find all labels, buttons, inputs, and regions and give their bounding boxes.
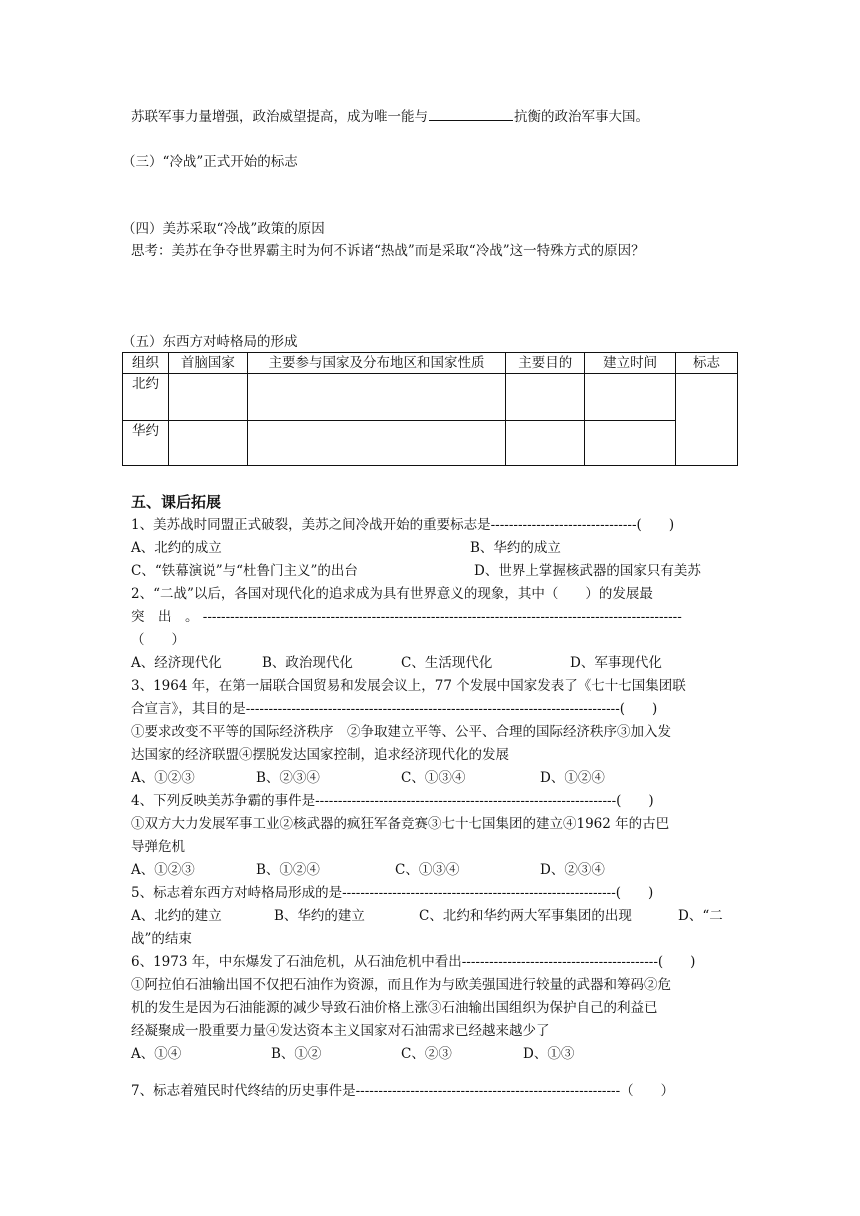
question-3-line-2: 合宣言》，其目的是----------------------------------------------------------------------------------( ) <box>131 701 658 717</box>
fill-blank[interactable] <box>429 106 513 121</box>
q1-option-d[interactable]: D、世界上掌握核武器的国家只有美苏 <box>474 563 701 579</box>
q6-option-d[interactable]: D、①③ <box>523 1046 575 1062</box>
table-header: 主要参与国家及分布地区和国家性质 <box>247 353 506 374</box>
q4-option-d[interactable]: D、②③④ <box>540 862 605 878</box>
table-header: 首脑国家 <box>168 353 247 374</box>
table-header: 主要目的 <box>506 353 585 374</box>
question-6-line-1: 6、1973 年，中东爆发了石油危机，从石油危机中看出-------------------------------------------( ) <box>131 954 696 970</box>
table-row-label: 北约 <box>123 374 169 421</box>
table-cell[interactable] <box>506 421 585 466</box>
q4-option-c[interactable]: C、①③④ <box>395 862 460 878</box>
table-cell[interactable] <box>585 421 676 466</box>
question-4-line-2: ①双方大力发展军事工业②核武器的疯狂军备竞赛③七十七国集团的建立④1962 年的古巴 <box>131 816 670 832</box>
q6-option-b[interactable]: B、①② <box>271 1046 322 1062</box>
q4-option-a[interactable]: A、①②③ <box>131 862 195 878</box>
q5-option-c[interactable]: C、北约和华约两大军事集团的出现 <box>419 908 632 924</box>
q2-option-a[interactable]: A、经济现代化 <box>131 655 222 671</box>
table-cell[interactable] <box>247 374 506 421</box>
question-5-line-3: 战”的结束 <box>131 931 192 947</box>
q2-option-b[interactable]: B、政治现代化 <box>262 655 353 671</box>
table-row <box>123 374 738 421</box>
table-cell[interactable] <box>247 421 506 466</box>
q1-option-a[interactable]: A、北约的成立 <box>131 540 222 556</box>
q2-option-c[interactable]: C、生活现代化 <box>401 655 493 671</box>
q6-option-a[interactable]: A、①④ <box>131 1046 182 1062</box>
table-cell[interactable] <box>676 374 738 466</box>
section-5-heading: （五）东西方对峙格局的形成 <box>122 334 298 350</box>
alliance-table <box>122 352 738 466</box>
table-cell[interactable] <box>506 374 585 421</box>
q2-option-d[interactable]: D、军事现代化 <box>570 655 662 671</box>
question-3-line-4: 达国家的经济联盟④摆脱发达国家控制，追求经济现代化的发展 <box>131 747 509 763</box>
question-4-line-3: 导弹危机 <box>131 839 185 855</box>
question-5-line-1: 5、标志着东西方对峙格局形成的是------------------------------------------------------------( ) <box>131 885 654 901</box>
question-2-line-2: 突 出 。 --------------------------------------------------------------------------------------------------------- <box>131 609 682 625</box>
q1-option-c[interactable]: C、“铁幕演说”与“杜鲁门主义”的出台 <box>131 563 358 579</box>
q3-option-d[interactable]: D、①②④ <box>540 770 605 786</box>
question-2-line-1: 2、“二战”以后，各国对现代化的追求成为具有世界意义的现象，其中（ ）的发展最 <box>131 586 653 602</box>
section-4-think: 思考：美苏在争夺世界霸主时为何不诉诸“热战”而是采取“冷战”这一特殊方式的原因？ <box>131 243 645 259</box>
q3-option-b[interactable]: B、②③④ <box>256 770 320 786</box>
intro-line <box>131 106 649 127</box>
question-3-line-1: 3、1964 年，在第一届联合国贸易和发展会议上，77 个发展中国家发表了《七十七国集团联 <box>131 678 686 694</box>
question-6-line-3: 机的发生是因为石油能源的减少导致石油价格上涨③石油输出国组织为保护自己的利益已 <box>131 1000 658 1016</box>
question-7: 7、标志着殖民时代终结的历史事件是----------------------------------------------------------（ ） <box>131 1083 675 1099</box>
q5-option-d[interactable]: D、“二 <box>678 908 723 924</box>
q3-option-c[interactable]: C、①③④ <box>401 770 466 786</box>
question-6-line-2: ①阿拉伯石油输出国不仅把石油作为资源，而且作为与欧美强国进行较量的武器和筹码②危 <box>131 977 671 993</box>
intro-text-before: 苏联军事力量增强，政治威望提高，成为唯一能与 <box>131 109 428 125</box>
q1-option-b[interactable]: B、华约的成立 <box>470 540 561 556</box>
q5-option-a[interactable]: A、北约的建立 <box>131 908 222 924</box>
q4-option-b[interactable]: B、①②④ <box>256 862 320 878</box>
section-3-heading: （三）“冷战”正式开始的标志 <box>122 154 298 170</box>
q6-option-c[interactable]: C、②③ <box>401 1046 452 1062</box>
question-1: 1、美苏战时同盟正式破裂，美苏之间冷战开始的重要标志是--------------------------------( ) <box>131 517 675 533</box>
table-header: 建立时间 <box>585 353 676 374</box>
table-header: 标志 <box>676 353 738 374</box>
exercise-title: 五、课后拓展 <box>131 493 222 511</box>
table-header-row <box>123 353 738 374</box>
table-header: 组织 <box>123 353 169 374</box>
q3-option-a[interactable]: A、①②③ <box>131 770 195 786</box>
question-6-line-4: 经凝聚成一股重要力量④发达资本主义国家对石油需求已经越来越少了 <box>131 1023 550 1039</box>
table-cell[interactable] <box>168 374 247 421</box>
question-4-line-1: 4、下列反映美苏争霸的事件是------------------------------------------------------------------( ) <box>131 793 654 809</box>
table-cell[interactable] <box>168 421 247 466</box>
q5-option-b[interactable]: B、华约的建立 <box>274 908 365 924</box>
question-3-line-3: ①要求改变不平等的国际经济秩序 ②争取建立平等、公平、合理的国际经济秩序③加入发 <box>131 724 671 740</box>
section-4-heading: （四）美苏采取“冷战”政策的原因 <box>122 221 325 237</box>
question-2-line-3: （ ） <box>131 632 185 648</box>
intro-text-after: 抗衡的政治军事大国。 <box>514 109 649 125</box>
table-row <box>123 421 738 466</box>
table-cell[interactable] <box>585 374 676 421</box>
table-row-label: 华约 <box>123 421 169 466</box>
